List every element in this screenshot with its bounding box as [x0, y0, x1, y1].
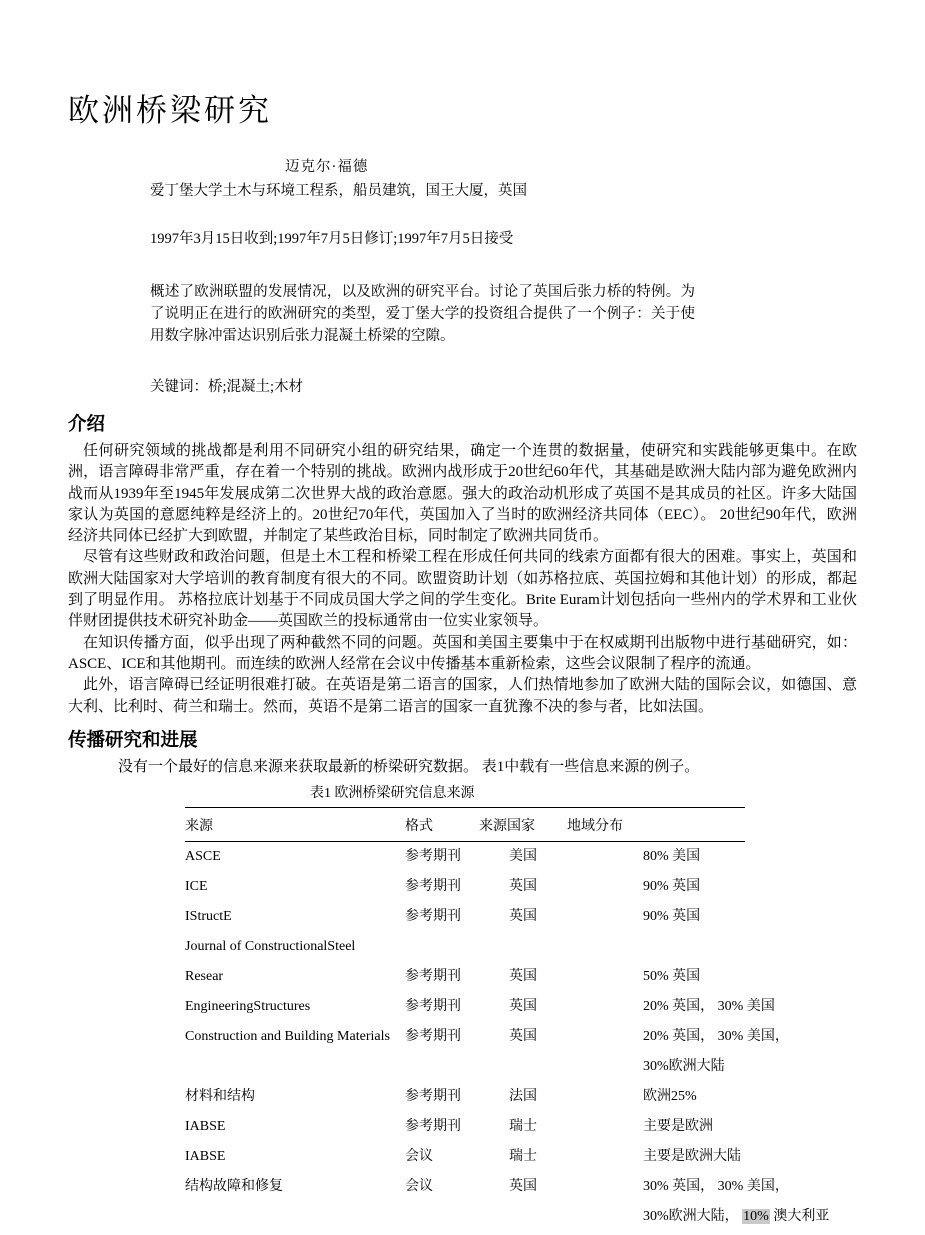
- distribution-cell: 80% 美国: [643, 848, 701, 864]
- format-cell: 参考期刊: [405, 998, 461, 1014]
- author-line: 迈克尔·福德: [285, 159, 369, 175]
- table-row: [185, 1172, 745, 1202]
- country-cell: 英国: [509, 998, 537, 1014]
- table-row: [185, 1082, 745, 1112]
- front-matter: [150, 156, 695, 398]
- distribution-cell: 欧洲25%: [643, 1088, 697, 1104]
- distribution-cell: 20% 英国， 30% 美国，: [643, 1028, 789, 1044]
- source-cell: ICE: [185, 878, 208, 894]
- section-heading-introduction: 介绍: [68, 414, 106, 435]
- source-cell: [185, 1202, 405, 1232]
- distribution-cell: 主要是欧洲: [643, 1118, 713, 1134]
- source-cell: Resear: [185, 968, 224, 984]
- table-row: [185, 902, 745, 932]
- format-cell: 参考期刊: [405, 848, 461, 864]
- format-cell: [405, 932, 479, 962]
- table-row: [185, 962, 745, 992]
- country-cell: [479, 932, 567, 962]
- intro-paragraph-1: 任何研究领域的挑战都是利用不同研究小组的研究结果，确定一个连贯的数据量，使研究和实践能够更集中。在欧洲，语言障碍非常严重，存在着一个特别的挑战。欧洲内战形成于20世纪60年代，其基础是欧洲大陆内部为避免欧洲内战而从1939年至1945年发展成第二次世界大战的政治意愿。强大的政治动机形成了英国不是其成员的社区。许多大陆国家认为英国的意愿纯粹是经济上的。20世纪70年代，英国加入了当时的欧洲经济共同体（EEC）。 20世纪90年代，欧洲经济共同体已经扩大到欧盟，并制定了某些政治目标，同时制定了欧洲共同货币。: [68, 443, 857, 545]
- country-cell: 美国: [509, 848, 537, 864]
- source-cell: 结构故障和修复: [185, 1178, 283, 1194]
- source-cell: Journal of ConstructionalSteel: [185, 938, 356, 954]
- dissemination-paragraph: 没有一个最好的信息来源来获取最新的桥梁研究数据。 表1中载有一些信息来源的例子。: [118, 758, 700, 775]
- table-row: [185, 932, 745, 962]
- column-header-format: 格式: [405, 807, 479, 841]
- format-cell: [405, 1202, 479, 1232]
- source-cell: IABSE: [185, 1118, 226, 1134]
- table-row: [185, 872, 745, 902]
- country-cell: [479, 1202, 567, 1232]
- country-cell: 法国: [509, 1088, 537, 1104]
- format-cell: [405, 1052, 479, 1082]
- format-cell: 参考期刊: [405, 878, 461, 894]
- country-cell: 英国: [509, 1028, 537, 1044]
- source-cell: IStructE: [185, 908, 232, 924]
- abstract-text: 概述了欧洲联盟的发展情况，以及欧洲的研究平台。讨论了英国后张力桥的特例。为了说明正在进行的欧洲研究的类型，爱丁堡大学的投资组合提供了一个例子：关于使用数字脉冲雷达识别后张力混凝土桥梁的空隙。: [150, 284, 695, 344]
- format-cell: 参考期刊: [405, 1028, 461, 1044]
- table-header-row: [185, 807, 745, 841]
- source-cell: 材料和结构: [185, 1088, 255, 1104]
- distribution-cell: 30% 英国， 30% 美国，: [643, 1178, 789, 1194]
- format-cell: 参考期刊: [405, 1088, 461, 1104]
- highlighted-text: 10%: [743, 1208, 769, 1224]
- format-cell: 参考期刊: [405, 968, 461, 984]
- table-row: [185, 1052, 745, 1082]
- format-cell: 会议: [405, 1148, 433, 1164]
- intro-paragraph-2: 尽管有这些财政和政治问题，但是土木工程和桥梁工程在形成任何共同的线索方面都有很大的困难。事实上，英国和欧洲大陆国家对大学培训的教育制度有很大的不同。欧盟资助计划（如苏格拉底、英国拉姆和其他计划）的形成，都起到了明显作用。 苏格拉底计划基于不同成员国大学之间的学生变化。Brite Euram计划包括向一些州内的学术界和工业伙伴财团提供技术研究补助金——英国欧兰的投标通常由一位实业家领导。: [68, 549, 857, 630]
- table-row: [185, 1022, 745, 1052]
- source-cell: ASCE: [185, 848, 221, 864]
- source-cell: Construction and Building Materials: [185, 1028, 390, 1044]
- country-cell: 英国: [509, 878, 537, 894]
- distribution-cell: 主要是欧洲大陆: [643, 1148, 741, 1164]
- distribution-text: 30%欧洲大陆，: [643, 1208, 743, 1224]
- column-header-country: 来源国家: [479, 807, 567, 841]
- country-cell: 英国: [509, 1178, 537, 1194]
- intro-paragraph-3: 在知识传播方面，似乎出现了两种截然不同的问题。英国和美国主要集中于在权威期刊出版物中进行基础研究，如：ASCE、ICE和其他期刊。而连续的欧洲人经常在会议中传播基本重新检索，这些会议限制了程序的流通。: [68, 634, 857, 672]
- received-dates: 1997年3月15日收到;1997年7月5日修订;1997年7月5日接受: [150, 231, 514, 247]
- country-cell: 英国: [509, 968, 537, 984]
- distribution-cell: 50% 英国: [643, 968, 701, 984]
- info-sources-table: [185, 807, 830, 1232]
- section-heading-dissemination: 传播研究和进展: [68, 729, 198, 751]
- table-row: [185, 1202, 745, 1232]
- distribution-cell: 20% 英国， 30% 美国: [643, 998, 775, 1014]
- country-cell: 瑞士: [509, 1148, 537, 1164]
- distribution-text: 澳大利亚: [769, 1208, 830, 1224]
- table-row: [185, 1112, 745, 1142]
- distribution-cell: 90% 英国: [643, 908, 701, 924]
- source-cell: IABSE: [185, 1148, 226, 1164]
- distribution-cell: 90% 英国: [643, 878, 701, 894]
- table-row: [185, 1142, 745, 1172]
- affiliation-line: 爱丁堡大学土木与环境工程系，船员建筑，国王大厦，英国: [150, 183, 527, 199]
- format-cell: 会议: [405, 1178, 433, 1194]
- format-cell: 参考期刊: [405, 1118, 461, 1134]
- distribution-cell: 30%欧洲大陆: [643, 1058, 725, 1074]
- table-row: [185, 841, 745, 872]
- column-header-source: 来源: [185, 807, 405, 841]
- intro-paragraph-4: 此外，语言障碍已经证明很难打破。在英语是第二语言的国家，人们热情地参加了欧洲大陆的国际会议，如德国、意大利、比利时、荷兰和瑞士。然而，英语不是第二语言的国家一直犹豫不决的参与者，比如法国。: [68, 677, 857, 715]
- table-row: [185, 992, 745, 1022]
- format-cell: 参考期刊: [405, 908, 461, 924]
- source-cell: EngineeringStructures: [185, 998, 311, 1014]
- column-header-distribution: 地域分布: [567, 807, 745, 841]
- keywords-line: 关键词：桥;混凝土;木材: [150, 379, 304, 395]
- table-caption: 表1 欧洲桥梁研究信息来源: [310, 785, 475, 801]
- country-cell: [479, 1052, 567, 1082]
- source-cell: [185, 1052, 405, 1082]
- page-title: 欧洲桥梁研究: [68, 93, 272, 128]
- distribution-cell: [567, 1202, 830, 1232]
- country-cell: 英国: [509, 908, 537, 924]
- distribution-cell: [567, 932, 745, 962]
- country-cell: 瑞士: [509, 1118, 537, 1134]
